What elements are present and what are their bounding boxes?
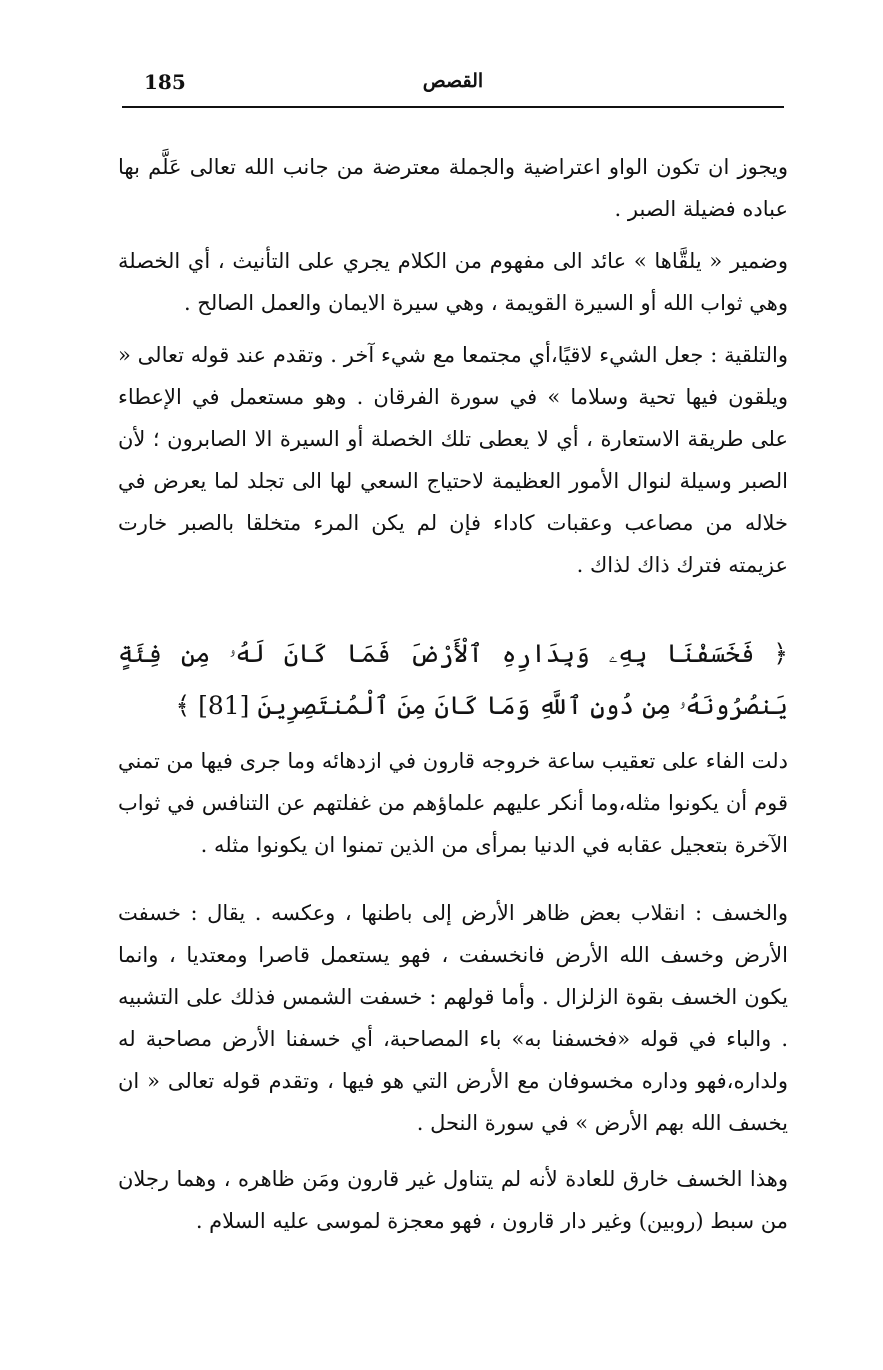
page-header <box>122 62 784 106</box>
paragraph-miracle: وهذا الخسف خارق للعادة لأنه لم يتناول غير قارون ومَن ظاهره ، وهما رجلان من سبط (روبين) وغير دار قارون ، فهو معجزة لموسى عليه السلام . <box>118 1167 788 1233</box>
running-title: القصص <box>422 70 484 92</box>
page-number: 185 <box>144 70 186 94</box>
paragraph-talqiya-definition: والتلقية : جعل الشيء لاقيًا،أي مجتمعا مع شيء آخر . وتقدم عند قوله تعالى « ويلقون فيها تحية وسلاما » في سورة الفرقان . وهو مستعمل في الإعطاء على طريقة الاستعارة ، أي لا يعطى تلك الخصلة أو السيرة الا الصابرون ؛ لأن الصبر وسيلة لنوال الأمور العظيمة لاحتياج السعي لها الى تجلد لما يعرض في خلاله من مصاعب وعقبات كاداء فإن لم يكن المرء متخلقا بالصبر خارت عزيمته فترك ذاك لذاك . <box>118 343 788 577</box>
header-rule <box>122 106 784 108</box>
quran-verse-81: ﴿ فَخَسَفْنَا بِهِۦ وَبِدَارِهِ ٱلْأَرْضَ فَمَا كَانَ لَهُۥ مِن فِئَةٍ يَنصُرُونَهُۥ مِن دُونِ ٱللَّهِ وَمَا كَانَ مِنَ ٱلْمُنتَصِرِينَ [81] ﴾ <box>118 639 788 720</box>
paragraph-fa-succession: دلت الفاء على تعقيب ساعة خروجه قارون في ازدهائه وما جرى فيها من تمني قوم أن يكونوا مثله،وما أنكر عليهم علماؤهم من غفلتهم عن التنافس في ثواب الآخرة بتعجيل عقابه في الدنيا بمرأى من الذين تمنوا ان يكونوا مثله . <box>118 749 788 857</box>
paragraph-waw-parenthetical: ويجوز ان تكون الواو اعتراضية والجملة معترضة من جانب الله تعالى عَلَّم بها عباده فضيلة الصبر . <box>118 155 788 221</box>
paragraph-khasf-definition: والخسف : انقلاب بعض ظاهر الأرض إلى باطنها ، وعكسه . يقال : خسفت الأرض وخسف الله الأرض فانخسفت ، فهو يستعمل قاصرا ومعتديا ، وانما يكون الخسف بقوة الزلزال . وأما قولهم : خسفت الشمس فذلك على التشبيه . والباء في قوله «فخسفنا به» باء المصاحبة، أي خسفنا الأرض مصاحبة له ولداره،فهو وداره مخسوفان مع الأرض التي هو فيها ، وتقدم قوله تعالى « ان يخسف الله بهم الأرض » في سورة النحل . <box>118 901 788 1135</box>
paragraph-pronoun-yulaqqaha: وضمير « يلقَّاها » عائد الى مفهوم من الكلام يجري على التأنيث ، أي الخصلة وهي ثواب الله أو السيرة القويمة ، وهي سيرة الايمان والعمل الصالح . <box>118 249 788 315</box>
